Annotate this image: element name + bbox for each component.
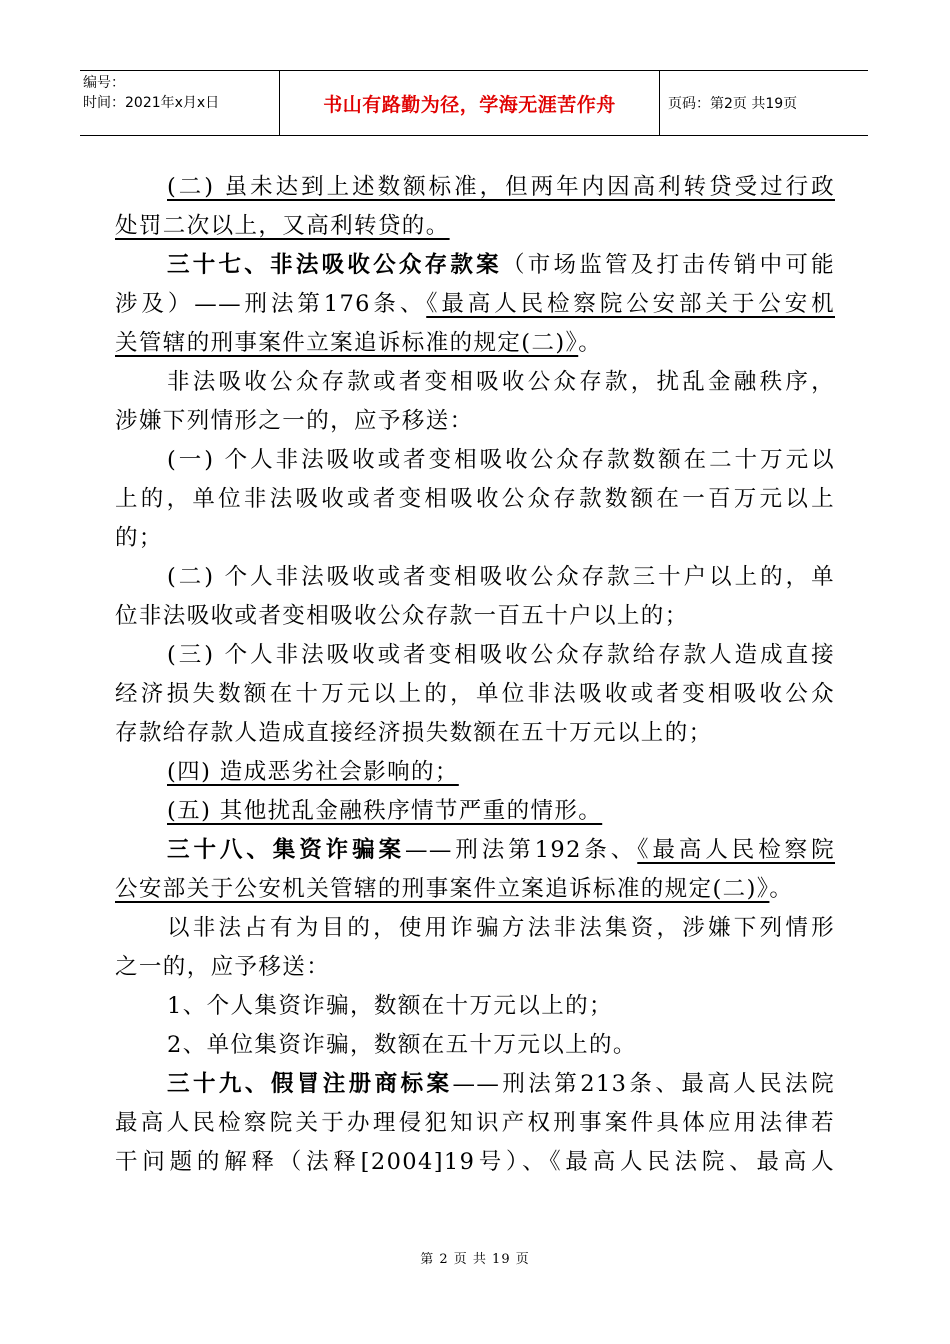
body-line: 处罚二次以上，又高利转贷的。: [115, 213, 450, 239]
body-line: (五) 其他扰乱金融秩序情节严重的情形。: [167, 798, 603, 824]
body-line: 1、个人集资诈骗，数额在十万元以上的；: [167, 993, 613, 1019]
body-line: 关管辖的刑事案件立案追诉标准的规定(二)》。: [115, 330, 603, 356]
body-line: 位非法吸收或者变相吸收公众存款一百五十户以上的；: [115, 603, 689, 629]
section-37-heading: 三十七、非法吸收公众存款案（市场监管及打击传销中可能: [167, 252, 836, 278]
header-motto: 书山有路勤为径，学海无涯苦作舟: [280, 71, 660, 135]
body-line: 存款给存款人造成直接经济损失数额在五十万元以上的；: [115, 720, 713, 746]
body-line: (一) 个人非法吸收或者变相吸收公众存款数额在二十万元以: [167, 447, 835, 473]
body-line: 2、单位集资诈骗，数额在五十万元以上的。: [167, 1032, 637, 1058]
body-line: 之一的，应予移送：: [115, 954, 331, 980]
body-line: 干问题的解释（法释[2004]19号）、《最高人民法院、最高人: [115, 1149, 835, 1175]
section-39-heading: 三十九、假冒注册商标案——刑法第213条、最高人民法院: [167, 1071, 835, 1097]
page-footer: 第 2 页 共 19 页: [420, 1252, 530, 1267]
body-line: 以非法占有为目的，使用诈骗方法非法集资，涉嫌下列情形: [167, 915, 835, 941]
body-line: 经济损失数额在十万元以上的，单位非法吸收或者变相吸收公众: [115, 681, 835, 707]
document-number-label: 编号：: [83, 75, 125, 91]
body-line: (二) 个人非法吸收或者变相吸收公众存款三十户以上的，单: [167, 564, 835, 590]
page-header: [80, 70, 868, 136]
body-line: 非法吸收公众存款或者变相吸收公众存款，扰乱金融秩序，: [167, 369, 835, 395]
header-meta: [80, 71, 280, 135]
body-line: 的；: [115, 525, 163, 551]
body-line: 公安部关于公安机关管辖的刑事案件立案追诉标准的规定(二)》。: [115, 876, 794, 902]
body-line: (三) 个人非法吸收或者变相吸收公众存款给存款人造成直接: [167, 642, 835, 668]
document-time: 时间：2021年x月x日: [83, 95, 220, 111]
header-page-info: 页码：第2页 共19页: [668, 96, 798, 112]
body-line: 涉嫌下列情形之一的，应予移送：: [115, 408, 474, 434]
body-line: 最高人民检察院关于办理侵犯知识产权刑事案件具体应用法律若: [115, 1110, 835, 1136]
body-line: 上的，单位非法吸收或者变相吸收公众存款数额在一百万元以上: [115, 486, 835, 512]
body-line: 涉及）——刑法第176条、《最高人民检察院公安部关于公安机: [115, 291, 835, 317]
document-body: [115, 168, 835, 1182]
body-line: (二) 虽未达到上述数额标准，但两年内因高利转贷受过行政: [167, 174, 835, 200]
section-38-heading: 三十八、集资诈骗案——刑法第192条、《最高人民检察院: [167, 837, 836, 863]
body-line: (四) 造成恶劣社会影响的；: [167, 759, 459, 785]
